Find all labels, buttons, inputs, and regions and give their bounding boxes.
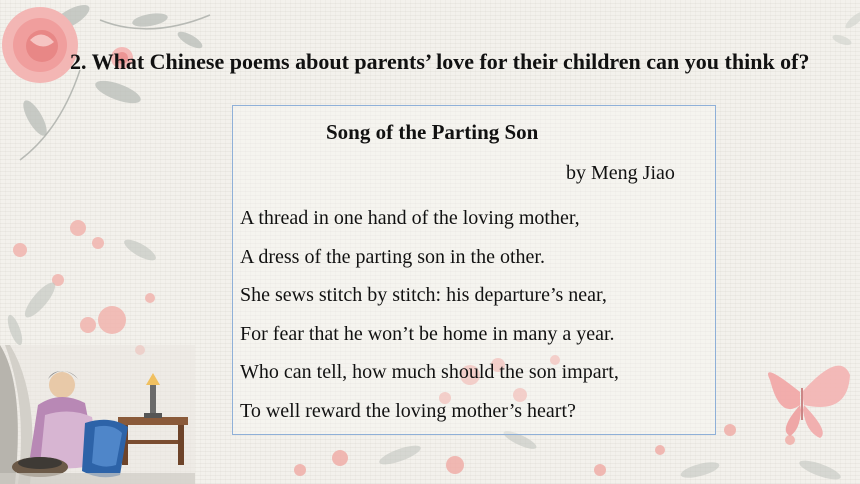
poem-author: by Meng Jiao bbox=[566, 162, 675, 184]
poem-line: A dress of the parting son in the other. bbox=[240, 245, 545, 268]
poem-line: A thread in one hand of the loving mother, bbox=[240, 207, 580, 229]
poem-line: Who can tell, how much should the son impart, bbox=[240, 361, 619, 383]
pink-butterfly-icon bbox=[768, 366, 850, 438]
question-text: 2. What Chinese poems about parents’ love for their children can you think of? bbox=[70, 49, 810, 74]
poem-box bbox=[232, 105, 716, 435]
poem-line: To well reward the loving mother’s heart? bbox=[240, 399, 576, 422]
mother-sewing-illustration bbox=[0, 345, 195, 484]
pink-rose-flower-icon bbox=[2, 7, 78, 83]
poem-line: She sews stitch by stitch: his departure’s near, bbox=[240, 284, 607, 306]
poem-lines bbox=[240, 199, 619, 430]
poem-title: Song of the Parting Son bbox=[326, 120, 539, 144]
blossom-icon bbox=[13, 220, 155, 355]
poem-line: For fear that he won’t be home in many a year. bbox=[240, 322, 615, 345]
